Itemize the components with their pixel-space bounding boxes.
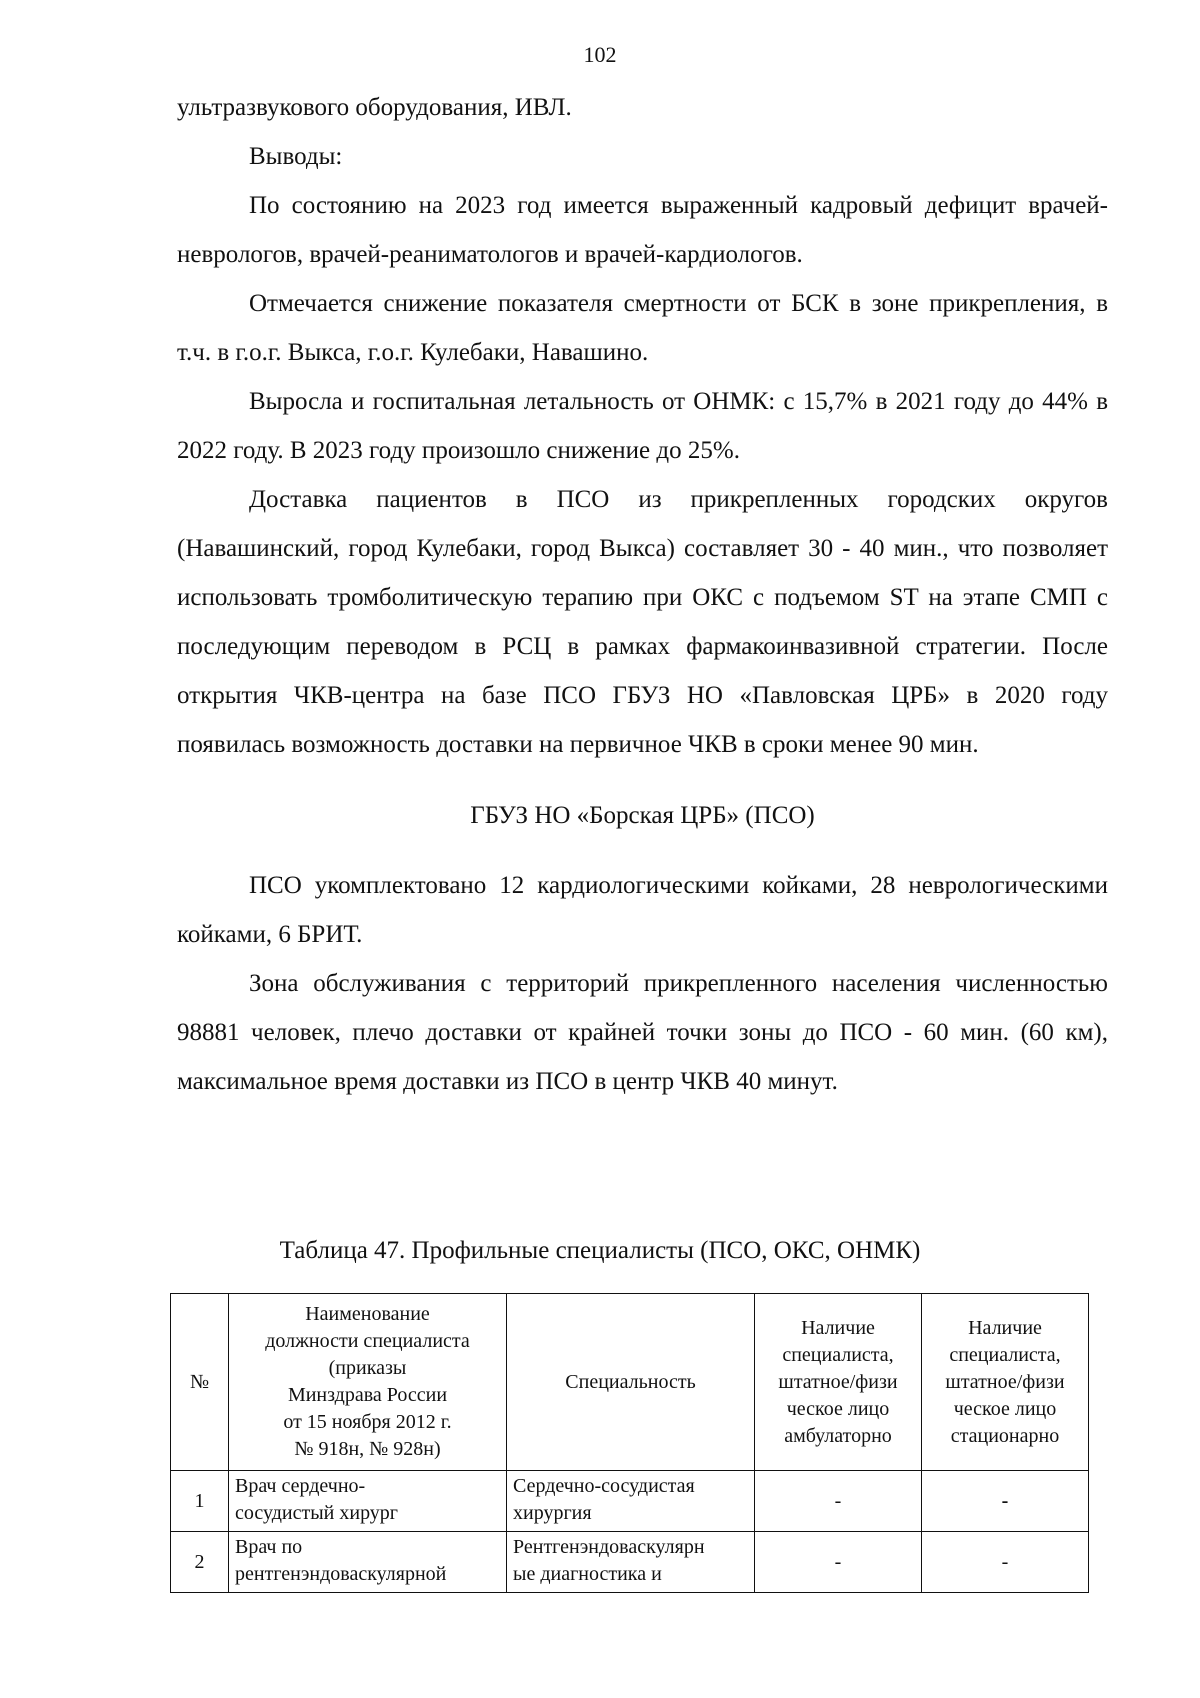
page-number: 102 — [583, 42, 617, 67]
row-specialty-line: Сердечно-сосудистая — [513, 1475, 695, 1497]
header-position-line: № 918н, № 928н) — [294, 1438, 441, 1460]
row-specialty — [507, 1471, 755, 1532]
row-stationary: - — [922, 1532, 1089, 1593]
row-position — [229, 1471, 507, 1532]
specialists-table — [170, 1293, 1089, 1593]
conclusions-heading: Выводы: — [249, 143, 343, 170]
paragraph-delivery: Доставка пациентов в ПСО из прикрепленных городских округов (Навашинский, город Кулебаки, город Выкса) составляет 30 - 40 мин., что позволяет использовать тромболитическую терапию при ОКС с подъемом ST на этапе СМП с последующим переводом в РСЦ в рамках фармакоинвазивной стратегии. После открытия ЧКВ-центра на базе ПСО ГБУЗ НО «Павловская ЦРБ» в 2020 году появилась возможность доставки на первичное ЧКВ в сроки менее 90 мин. — [177, 486, 1108, 758]
body-text — [177, 83, 1108, 1106]
header-ambulatory-line: амбулаторно — [784, 1424, 892, 1447]
table-row — [171, 1532, 1089, 1593]
row-position-line: Врач сердечно- — [235, 1475, 366, 1497]
table-row — [171, 1471, 1089, 1532]
header-stationary-line: Наличие — [968, 1316, 1042, 1339]
row-specialty-line: Рентгенэндоваскулярн — [513, 1536, 705, 1558]
header-ambulatory — [755, 1294, 922, 1471]
row-specialty — [507, 1532, 755, 1593]
paragraph-service-zone: Зона обслуживания с территорий прикрепленного населения численностью 98881 человек, плечо доставки от крайней точки зоны до ПСО - 60 мин. (60 км), максимальное время доставки из ПСО в центр ЧКВ 40 минут. — [177, 970, 1108, 1095]
section-title: ГБУЗ НО «Борская ЦРБ» (ПСО) — [470, 802, 815, 829]
row-ambulatory: - — [755, 1532, 922, 1593]
row-position-line: Врач по — [235, 1536, 303, 1558]
paragraph-mortality: Отмечается снижение показателя смертности от БСК в зоне прикрепления, в т.ч. в г.о.г. Выкса, г.о.г. Кулебаки, Навашино. — [177, 290, 1108, 366]
paragraph-equipment: ультразвукового оборудования, ИВЛ. — [177, 94, 572, 121]
header-stationary-line: штатное/физи — [945, 1370, 1065, 1393]
header-ambulatory-line: штатное/физи — [778, 1370, 898, 1393]
row-number: 1 — [171, 1471, 229, 1532]
row-number: 2 — [171, 1532, 229, 1593]
paragraph-staff-deficit: По состоянию на 2023 год имеется выраженный кадровый дефицит врачей-неврологов, врачей-реаниматологов и врачей-кардиологов. — [177, 192, 1108, 268]
row-position-line: сосудистый хирург — [235, 1502, 399, 1524]
header-ambulatory-line: специалиста, — [782, 1343, 894, 1366]
table-header-row — [171, 1294, 1089, 1471]
header-number: № — [171, 1294, 229, 1471]
header-stationary — [922, 1294, 1089, 1471]
header-position-line: (приказы — [328, 1357, 407, 1379]
row-position — [229, 1532, 507, 1593]
header-stationary-line: стационарно — [950, 1424, 1060, 1447]
header-position-line: Наименование — [305, 1303, 430, 1325]
header-stationary-line: ческое лицо — [953, 1397, 1057, 1420]
header-stationary-line: специалиста, — [949, 1343, 1061, 1366]
header-ambulatory-line: ческое лицо — [786, 1397, 890, 1420]
paragraph-lethality: Выросла и госпитальная летальность от ОНМК: с 15,7% в 2021 году до 44% в 2022 году. В 2023 году произошло снижение до 25%. — [177, 388, 1108, 464]
header-ambulatory-line: Наличие — [801, 1316, 875, 1339]
header-position — [229, 1294, 507, 1471]
row-stationary: - — [922, 1471, 1089, 1532]
row-position-line: рентгенэндоваскулярной — [235, 1563, 447, 1585]
header-position-line: от 15 ноября 2012 г. — [283, 1411, 452, 1433]
header-position-line: Минздрава России — [287, 1384, 448, 1406]
table-caption: Таблица 47. Профильные специалисты (ПСО, ОКС, ОНМК) — [279, 1237, 921, 1264]
row-ambulatory: - — [755, 1471, 922, 1532]
row-specialty-line: ые диагностика и — [513, 1563, 662, 1585]
row-specialty-line: хирургия — [513, 1502, 592, 1524]
header-specialty: Специальность — [507, 1294, 755, 1471]
header-position-line: должности специалиста — [265, 1330, 470, 1352]
paragraph-beds: ПСО укомплектовано 12 кардиологическими койками, 28 неврологическими койками, 6 БРИТ. — [177, 872, 1108, 948]
